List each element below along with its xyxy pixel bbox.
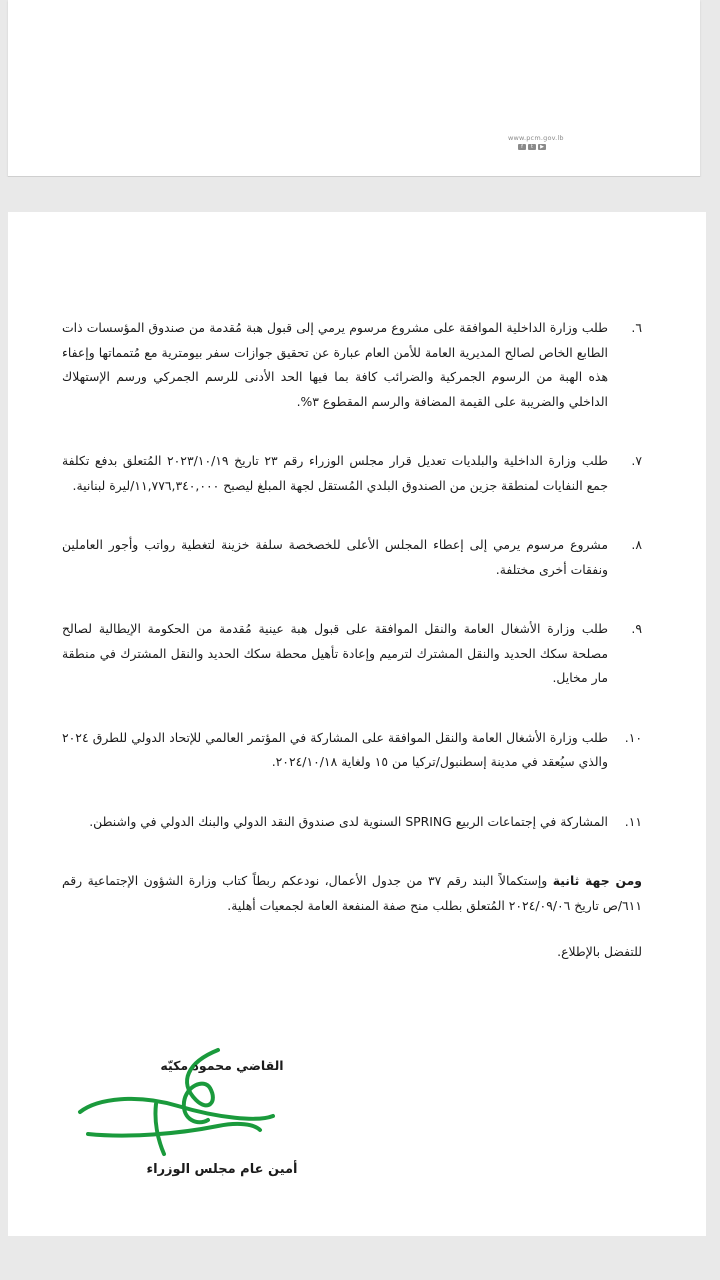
signature-block	[68, 1042, 588, 1202]
document-body	[62, 316, 642, 965]
list-item	[62, 617, 642, 691]
additional-paragraph	[62, 869, 642, 918]
social-icons	[518, 144, 546, 150]
item-text: طلب وزارة الداخلية والبلديات تعديل قرار مجلس الوزراء رقم ٢٣ تاريخ ٢٠٢٣/١٠/١٩ المُتعلق بدفع تكلفة جمع النفايات لمنطقة جزين من الصندوق البلدي المُستقل لجهة المبلغ ليصبح ١١,٧٧٦,٣٤٠,٠٠٠/ليرة لبنانية.	[62, 453, 608, 493]
item-text: مشروع مرسوم يرمي إلى إعطاء المجلس الأعلى للخصخصة سلفة خزينة لتغطية رواتب وأجور العاملين ونفقات أخرى مختلفة.	[62, 537, 608, 577]
page-gap	[0, 177, 720, 212]
item-text: طلب وزارة الداخلية الموافقة على مشروع مرسوم يرمي إلى قبول هبة مُقدمة من صندوق المؤسسات ذات الطابع الخاص لصالح المديرية العامة للأمن العام عبارة عن تحقيق جوازات سفر بيومترية مع مُتمماتها وإعفاء هذه الهبة من الرسوم الجمركية والضرائب كافة بما فيها الحد الأدنى للرسم الجمركي ورسم الإستهلاك الداخلي والضريبة على القيمة المضافة والرسم المقطوع ٣%.	[62, 320, 608, 409]
item-number: ٨.	[631, 537, 642, 552]
item-number: ٩.	[631, 621, 642, 636]
item-text: طلب وزارة الأشغال العامة والنقل الموافقة على المشاركة في المؤتمر العالمي للإتحاد الدولي للطرق ٢٠٢٤ والذي سيُعقد في مدينة إسطنبول/تركيا من ١٥ ولغاية ٢٠٢٤/١٠/١٨.	[62, 729, 608, 769]
item-number: ١١.	[624, 813, 642, 829]
section-text: وإستكمالاً البند رقم ٣٧ من جدول الأعمال، نودعكم ربطاً كتاب وزارة الشؤون الإجتماعية رقم ٦١١/ص تاريخ ٢٠٢٤/٠٩/٠٦ المُتعلق بطلب منح صفة المنفعة العامة لجمعيات أهلية.	[62, 873, 642, 913]
item-text: طلب وزارة الأشغال العامة والنقل الموافقة على قبول هبة عينية مُقدمة من الحكومة الإيطالية لصالح مصلحة سكك الحديد والنقل المشترك لترميم وإعادة تأهيل محطة سكك الحديد والنقل المشترك في منطقة مار مخايل.	[62, 621, 608, 685]
item-number: ١٠.	[624, 729, 642, 745]
twitter-icon: t	[528, 144, 536, 150]
list-item	[62, 533, 642, 582]
list-item	[62, 726, 642, 775]
closing-line: للتفضل بالإطلاع.	[557, 944, 642, 959]
list-item	[62, 316, 642, 414]
item-number: ٧.	[631, 453, 642, 468]
list-item	[62, 810, 642, 835]
page-gap-bottom	[0, 1236, 720, 1280]
youtube-icon: ▶	[538, 144, 546, 150]
section-lead: ومن جهة ثانية	[552, 873, 642, 888]
previous-page-bottom	[8, 0, 700, 177]
website-url: www.pcm.gov.lb	[508, 134, 564, 142]
item-text: المشاركة في إجتماعات الربيع SPRING السنوية لدى صندوق النقد الدولي والبنك الدولي في واشنطن.	[89, 813, 608, 829]
signatory-name: القاضي محمود مكيّه	[160, 1058, 284, 1073]
item-number: ٦.	[631, 320, 642, 335]
signatory-title: أمين عام مجلس الوزراء	[146, 1162, 298, 1177]
document-page	[8, 212, 706, 1236]
facebook-icon: f	[518, 144, 526, 150]
list-item	[62, 449, 642, 498]
